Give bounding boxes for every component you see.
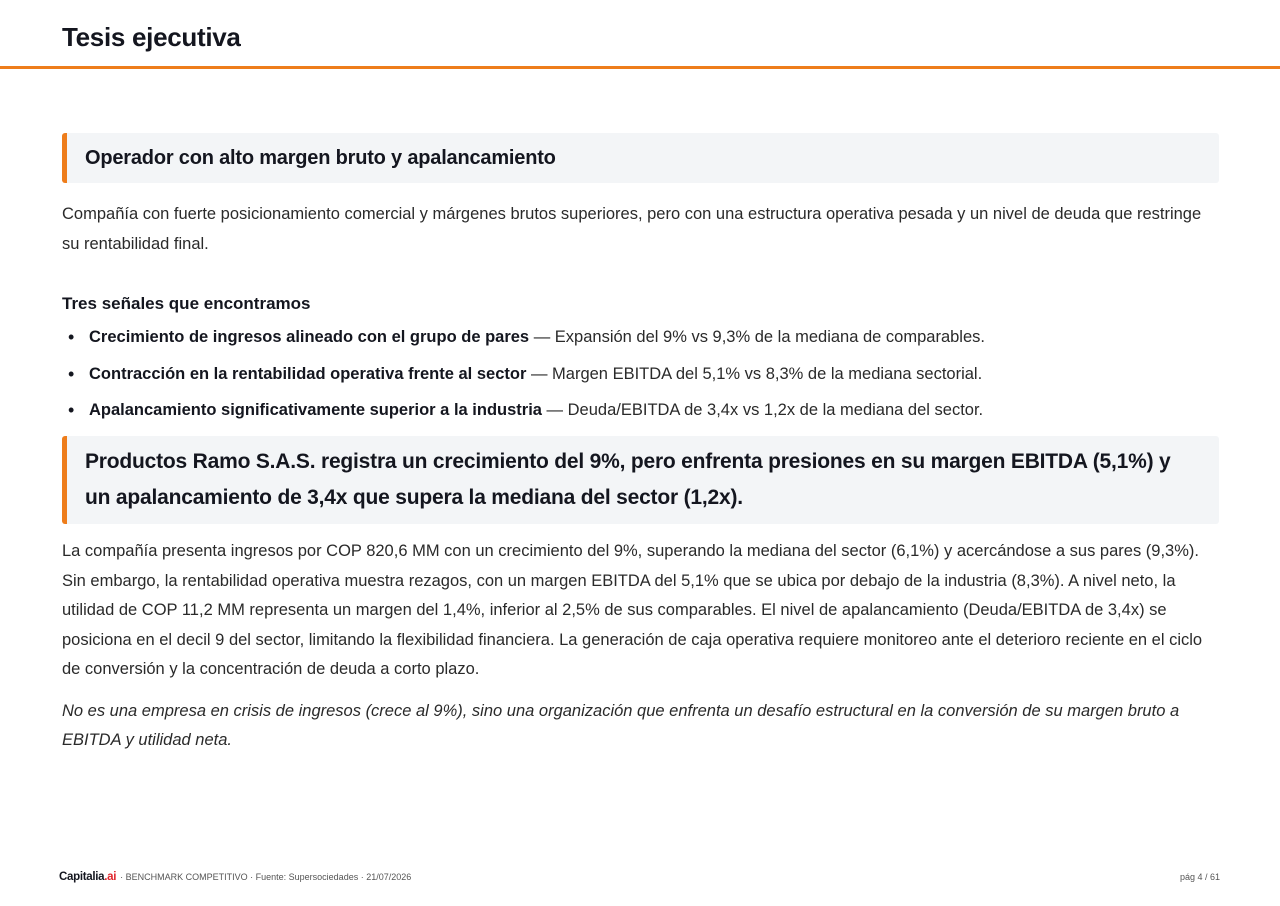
page-title: Tesis ejecutiva [62,22,241,52]
signal-text: — Deuda/EBITDA de 3,4x vs 1,2x de la mediana del sector. [541,401,984,419]
page-footer [59,869,1220,885]
list-item [62,325,1219,349]
bullet-icon: • [68,363,75,384]
signal-text: — Expansión del 9% vs 9,3% de la mediana de comparables. [529,328,985,346]
page-number: pág 4 / 61 [1179,872,1220,882]
signal-bold: Contracción en la rentabilidad operativa frente al sector [89,364,527,383]
signal-bold: Crecimiento de ingresos alineado con el grupo de pares [89,328,530,346]
intro-paragraph: Compañía con fuerte posicionamiento comercial y márgenes brutos superiores, pero con una estructura operativa pesada y un nivel de deuda que restringe su rentabilidad final. [62,205,1202,253]
list-item [62,398,1219,422]
footer-meta: · BENCHMARK COMPETITIVO · Fuente: Supersociedades · 21/07/2026 [120,872,412,882]
signal-bold: Apalancamiento significativamente superior a la industria [89,401,542,419]
page-header [0,0,1280,69]
brand-logo: Capitalia.ai [59,871,117,883]
analysis-paragraph: La compañía presenta ingresos por COP 820,6 MM con un crecimiento del 9%, superando la mediana del sector (6,1%) y acercándose a sus pares (9,3%). Sin embargo, la rentabilidad operativa muestra rezagos, con un margen EBITDA del 5,1% que se ubica por debajo de la industria (8,3%). A nivel neto, la utilidad de COP 11,2 MM representa un margen del 1,4%, inferior al 2,5% de sus comparables. El nivel de apalancamiento (Deuda/EBITDA de 3,4x) se posiciona en el decil 9 del sector, limitando la flexibilidad financiera. La generación de caja operativa requiere monitoreo ante el deterioro reciente en el ciclo de conversión y la concentración de deuda a corto plazo. [62,542,1203,678]
signals-list [62,325,1219,422]
signals-title: Tres señales que encontramos [62,294,311,313]
bullet-icon: • [68,327,75,347]
bullet-icon: • [68,400,75,420]
list-item [62,362,1219,386]
callout-headline: Operador con alto margen bruto y apalancamiento [62,133,1219,183]
conclusion-paragraph: No es una empresa en crisis de ingresos (crece al 9%), sino una organización que enfrenta un desafío estructural en la conversión de su margen bruto a EBITDA y utilidad neta. [62,701,1180,749]
signal-text: — Margen EBITDA del 5,1% vs 8,3% de la mediana sectorial. [526,364,983,383]
main-content [62,133,1219,756]
callout-summary: Productos Ramo S.A.S. registra un crecimiento del 9%, pero enfrenta presiones en su margen EBITDA (5,1%) y un apalancamiento de 3,4x que supera la mediana del sector (1,2x). [62,436,1219,524]
